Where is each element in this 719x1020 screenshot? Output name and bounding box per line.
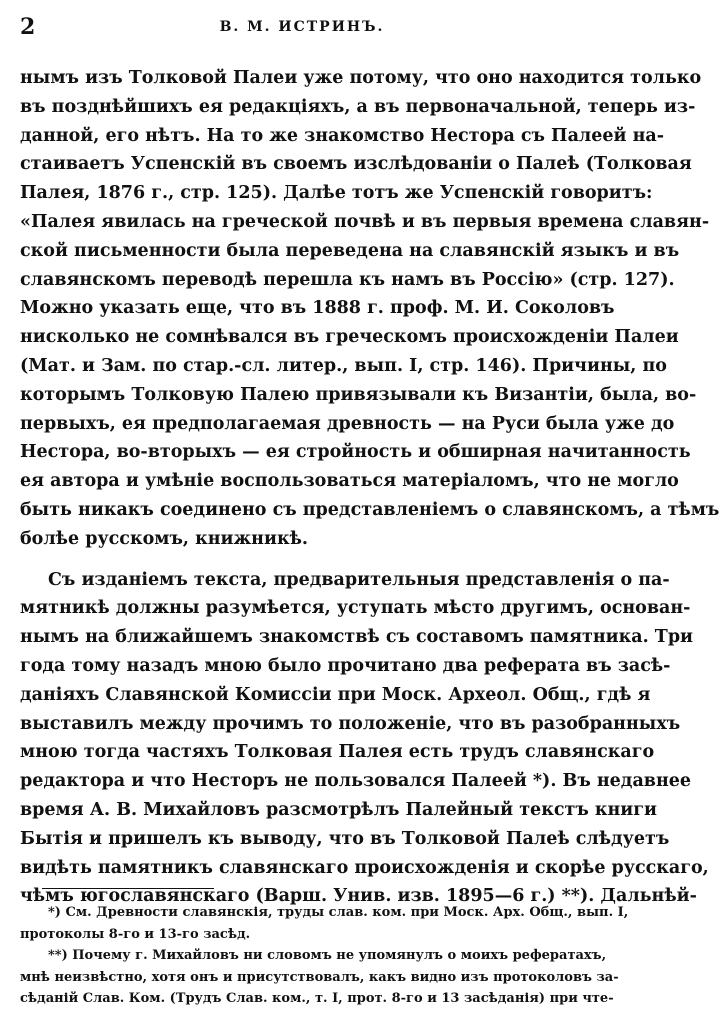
text-line: Нестора, во-вторыхъ — ея стройность и обширная начитанность [20, 442, 691, 463]
text-line: чѣмъ югославянскаго (Варш. Унив. изв. 1895—6 г.) **). Дальнѣй- [20, 886, 697, 907]
text-line: Можно указать еще, что въ 1888 г. проф. М. И. Соколовъ [20, 298, 615, 319]
paragraph-2 [20, 566, 709, 912]
text-line: (Мат. и Зам. по стар.-сл. литер., вып. I, стр. 146). Причины, по [20, 355, 667, 376]
text-line: нисколько не сомнѣвался въ греческомъ происхожденіи Палеи [20, 327, 679, 348]
text-line: стаиваетъ Успенскій въ своемъ изслѣдованіи о Палеѣ (Толковая [20, 154, 692, 175]
footnote-line: **) Почему г. Михайловъ ни словомъ не упомянулъ о моихъ рефератахъ, [48, 948, 607, 964]
text-line: Палея, 1876 г., стр. 125). Далѣе тотъ же Успенскій говоритъ: [20, 183, 653, 204]
text-line: выставилъ между прочимъ то положеніе, что въ разобранныхъ [20, 713, 681, 734]
text-line: года тому назадъ мною было прочитано два реферата въ засѣ- [20, 655, 671, 676]
text-line: редактора и что Несторъ не пользовался Палеей *). Въ недавнее [20, 771, 692, 792]
text-line: быть никакъ соединено съ представленіемъ о славянскомъ, а тѣмъ [20, 499, 719, 520]
text-line: славянскомъ переводѣ перешла къ намъ въ Россію» (стр. 127). [20, 269, 675, 290]
text-line: которымъ Толковую Палею привязывали къ Византіи, была, во- [20, 384, 697, 405]
text-line: нымъ на ближайшемъ знакомствѣ съ составомъ памятника. Три [20, 627, 694, 648]
main-text [20, 64, 719, 911]
text-line: даніяхъ Славянской Комиссіи при Моск. Археол. Общ., гдѣ я [20, 684, 651, 705]
footnote-line: протоколы 8-го и 13-го засѣд. [20, 926, 251, 942]
footnote-1 [20, 902, 629, 945]
footnotes [20, 902, 629, 1010]
footnote-2 [20, 945, 619, 1010]
text-line: видѣть памятникъ славянскаго происхожденія и скорѣе русскаго, [20, 857, 709, 878]
text-line: болѣе русскомъ, книжникѣ. [20, 528, 309, 549]
text-line: Бытія и пришелъ къ выводу, что въ Толковой Палеѣ слѣдуетъ [20, 828, 670, 849]
page-number: 2 [20, 14, 36, 40]
footnote-separator [42, 888, 214, 889]
text-line: мною тогда частяхъ Толковая Палея есть трудъ славянскаго [20, 742, 655, 763]
text-line: «Палея явилась на греческой почвѣ и въ первыя времена славян- [20, 211, 710, 232]
text-line: ея автора и умѣніе воспользоваться матеріаломъ, что не могло [20, 471, 679, 492]
text-line: нымъ изъ Толковой Палеи уже потому, что оно находится только [20, 68, 702, 88]
text-line: въ позднѣйшихъ ея редакціяхъ, а въ первоначальной, теперь из- [20, 96, 696, 117]
footnote-line: сѣданій Слав. Ком. (Трудъ Слав. ком., т. I, прот. 8-го и 13 засѣданія) при чте- [20, 991, 614, 1007]
text-line: мятникѣ должны разумѣется, уступать мѣсто другимъ, основан- [20, 598, 691, 619]
footnote-line: *) См. Древности славянскія, труды слав. ком. при Моск. Арх. Общ., вып. I, [48, 905, 629, 920]
text-line: данной, его нѣтъ. На то же знакомство Нестора съ Палеей на- [20, 125, 665, 146]
page-header [20, 14, 584, 46]
text-line: время А. В. Михайловъ разсмотрѣлъ Палейный текстъ книги [20, 799, 657, 820]
footnote-line: мнѣ неизвѣстно, хотя онъ и присутствовалъ, какъ видно изъ протоколовъ за- [20, 969, 619, 985]
text-line: первыхъ, ея предполагаемая древность — на Руси была уже до [20, 413, 675, 434]
paragraph-1 [20, 64, 719, 554]
paragraph-gap [20, 554, 584, 566]
running-title: В. М. ИСТРИНЪ. [219, 19, 385, 35]
text-line: Съ изданіемъ текста, предварительныя представленія о па- [48, 569, 670, 590]
text-line: ской письменности была переведена на славянскій языкъ и въ [20, 240, 680, 261]
